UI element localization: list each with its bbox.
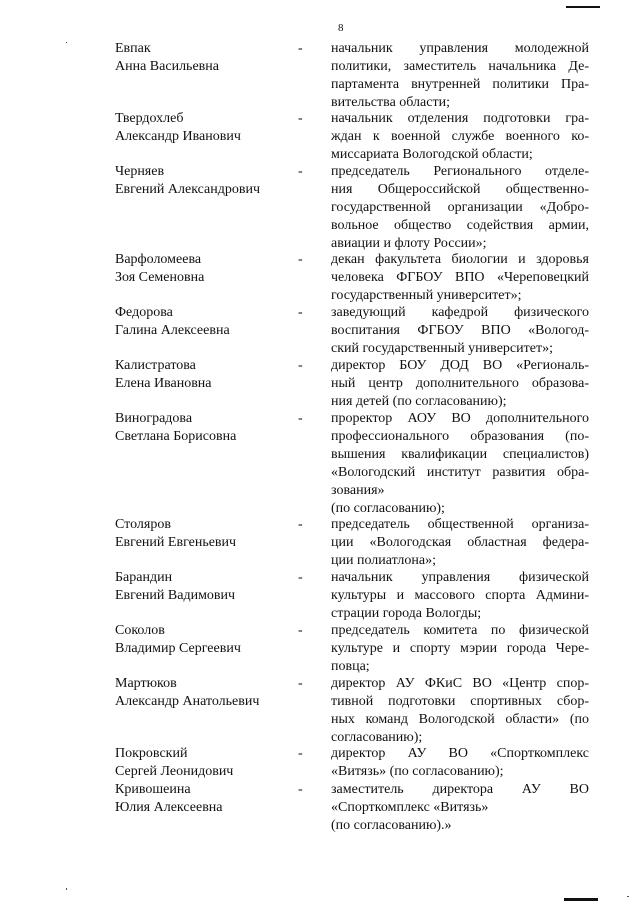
member-given-name: Александр Иванович	[115, 129, 241, 144]
role-line: директор АУ ФКиС ВО «Центр спор-	[331, 676, 589, 691]
member-surname: Соколов	[115, 623, 165, 638]
role-line: ждан к военной службе военного ко-	[331, 129, 589, 144]
role-line: председатель Регионального отделе-	[331, 164, 589, 179]
dash-separator: -	[298, 782, 303, 797]
role-line: ния детей (по согласованию);	[331, 394, 507, 409]
role-line: проректор АОУ ВО дополнительного	[331, 411, 589, 426]
role-line: ции «Вологодская областная федера-	[331, 535, 589, 550]
member-surname: Мартюков	[115, 676, 177, 691]
member-surname: Варфоломеева	[115, 252, 202, 267]
member-given-name: Александр Анатольевич	[115, 694, 260, 709]
member-role	[331, 357, 589, 411]
member-surname: Федорова	[115, 305, 173, 320]
member-name	[115, 40, 290, 76]
member-role	[331, 40, 589, 112]
role-line: директор АУ ВО «Спорткомплекс	[331, 746, 589, 761]
member-name	[115, 745, 290, 781]
role-line: вольное общество содействия армии,	[331, 218, 589, 233]
dash-separator: -	[298, 252, 303, 267]
member-role	[331, 410, 589, 518]
member-given-name: Зоя Семеновна	[115, 270, 205, 285]
role-line: заведующий кафедрой физического	[331, 305, 589, 320]
member-given-name: Сергей Леонидович	[115, 764, 234, 779]
member-given-name: Владимир Сергеевич	[115, 641, 241, 656]
role-line: воспитания ФГБОУ ВПО «Вологод-	[331, 323, 589, 338]
role-line: вышения квалификации специалистов)	[331, 447, 589, 462]
member-role	[331, 304, 589, 358]
dash-separator: -	[298, 41, 303, 56]
member-name	[115, 569, 290, 605]
role-line: директор БОУ ДОД ВО «Региональ-	[331, 358, 589, 373]
dash-separator: -	[298, 111, 303, 126]
role-line: декан факультета биологии и здоровья	[331, 252, 589, 267]
role-line: партамента внутренней политики Пра-	[331, 77, 589, 92]
role-line: повца;	[331, 659, 370, 674]
role-line: согласованию);	[331, 730, 423, 745]
role-line: председатель общественной организа-	[331, 517, 589, 532]
member-given-name: Елена Ивановна	[115, 376, 212, 391]
role-line: начальник управления молодежной	[331, 41, 589, 56]
scan-mark-bottom-right	[564, 898, 598, 901]
role-line: политики, заместитель начальника Де-	[331, 59, 589, 74]
role-line: зования»	[331, 483, 385, 498]
role-line: «Витязь» (по согласованию);	[331, 764, 504, 779]
member-role	[331, 745, 589, 781]
role-line: человека ФГБОУ ВПО «Череповецкий	[331, 270, 589, 285]
dash-separator: -	[298, 746, 303, 761]
member-name	[115, 675, 290, 711]
dash-separator: -	[298, 164, 303, 179]
role-line: ных команд Вологодской области» (по	[331, 712, 589, 727]
member-role	[331, 569, 589, 623]
member-role	[331, 781, 589, 835]
member-role	[331, 516, 589, 570]
dash-separator: -	[298, 411, 303, 426]
role-line: начальник отделения подготовки гра-	[331, 111, 589, 126]
scan-mark-top-right	[566, 6, 600, 8]
dash-separator: -	[298, 570, 303, 585]
member-surname: Покровский	[115, 746, 188, 761]
role-line: культуре и спорту мэрии города Чере-	[331, 641, 589, 656]
dash-separator: -	[298, 305, 303, 320]
member-name	[115, 516, 290, 552]
role-line: заместитель директора АУ ВО	[331, 782, 589, 797]
role-line: председатель комитета по физической	[331, 623, 589, 638]
role-line: профессионального образования (по-	[331, 429, 589, 444]
member-given-name: Евгений Александрович	[115, 182, 261, 197]
role-line: начальник управления физической	[331, 570, 589, 585]
member-given-name: Юлия Алексеевна	[115, 800, 223, 815]
role-line: культуры и массового спорта Админи-	[331, 588, 589, 603]
member-surname: Черняев	[115, 164, 165, 179]
dash-separator: -	[298, 623, 303, 638]
member-role	[331, 622, 589, 676]
role-line: авиации и флоту России»;	[331, 236, 487, 251]
role-line: государственной организации «Добро-	[331, 200, 589, 215]
member-name	[115, 622, 290, 658]
member-given-name: Галина Алексеевна	[115, 323, 230, 338]
role-line: «Вологодский институт развития обра-	[331, 465, 589, 480]
scan-dot	[627, 896, 629, 897]
role-line: ный центр дополнительного образова-	[331, 376, 589, 391]
dash-separator: -	[298, 676, 303, 691]
role-line: ции полиатлона»;	[331, 553, 436, 568]
role-line: ский государственный университет»;	[331, 341, 553, 356]
role-line: государственный университет»;	[331, 288, 522, 303]
member-role	[331, 110, 589, 164]
member-name	[115, 781, 290, 817]
role-line: тивной подготовки спортивных сбор-	[331, 694, 589, 709]
member-name	[115, 251, 290, 287]
member-role	[331, 675, 589, 747]
role-line: «Спорткомплекс «Витязь»	[331, 800, 489, 815]
member-role	[331, 251, 589, 305]
scan-dot	[66, 42, 67, 43]
member-surname: Твердохлеб	[115, 111, 184, 126]
member-name	[115, 110, 290, 146]
dash-separator: -	[298, 358, 303, 373]
member-surname: Калистратова	[115, 358, 196, 373]
member-surname: Столяров	[115, 517, 171, 532]
role-line: миссариата Вологодской области;	[331, 147, 533, 162]
role-line: (по согласованию).»	[331, 818, 452, 833]
member-surname: Барандин	[115, 570, 173, 585]
member-surname: Виноградова	[115, 411, 193, 426]
member-given-name: Евгений Вадимович	[115, 588, 236, 603]
role-line: (по согласованию);	[331, 501, 445, 516]
dash-separator: -	[298, 517, 303, 532]
member-given-name: Анна Васильевна	[115, 59, 219, 74]
page-number: 8	[338, 22, 344, 34]
member-name	[115, 410, 290, 446]
member-surname: Кривошеина	[115, 782, 191, 797]
role-line: вительства области;	[331, 95, 450, 110]
role-line: страции города Вологды;	[331, 606, 482, 621]
member-name	[115, 357, 290, 393]
member-name	[115, 163, 290, 199]
scan-dot	[66, 888, 67, 890]
member-given-name: Евгений Евгеньевич	[115, 535, 237, 550]
role-line: ния Общероссийской общественно-	[331, 182, 589, 197]
member-name	[115, 304, 290, 340]
member-surname: Евпак	[115, 41, 151, 56]
member-role	[331, 163, 589, 253]
member-given-name: Светлана Борисовна	[115, 429, 237, 444]
